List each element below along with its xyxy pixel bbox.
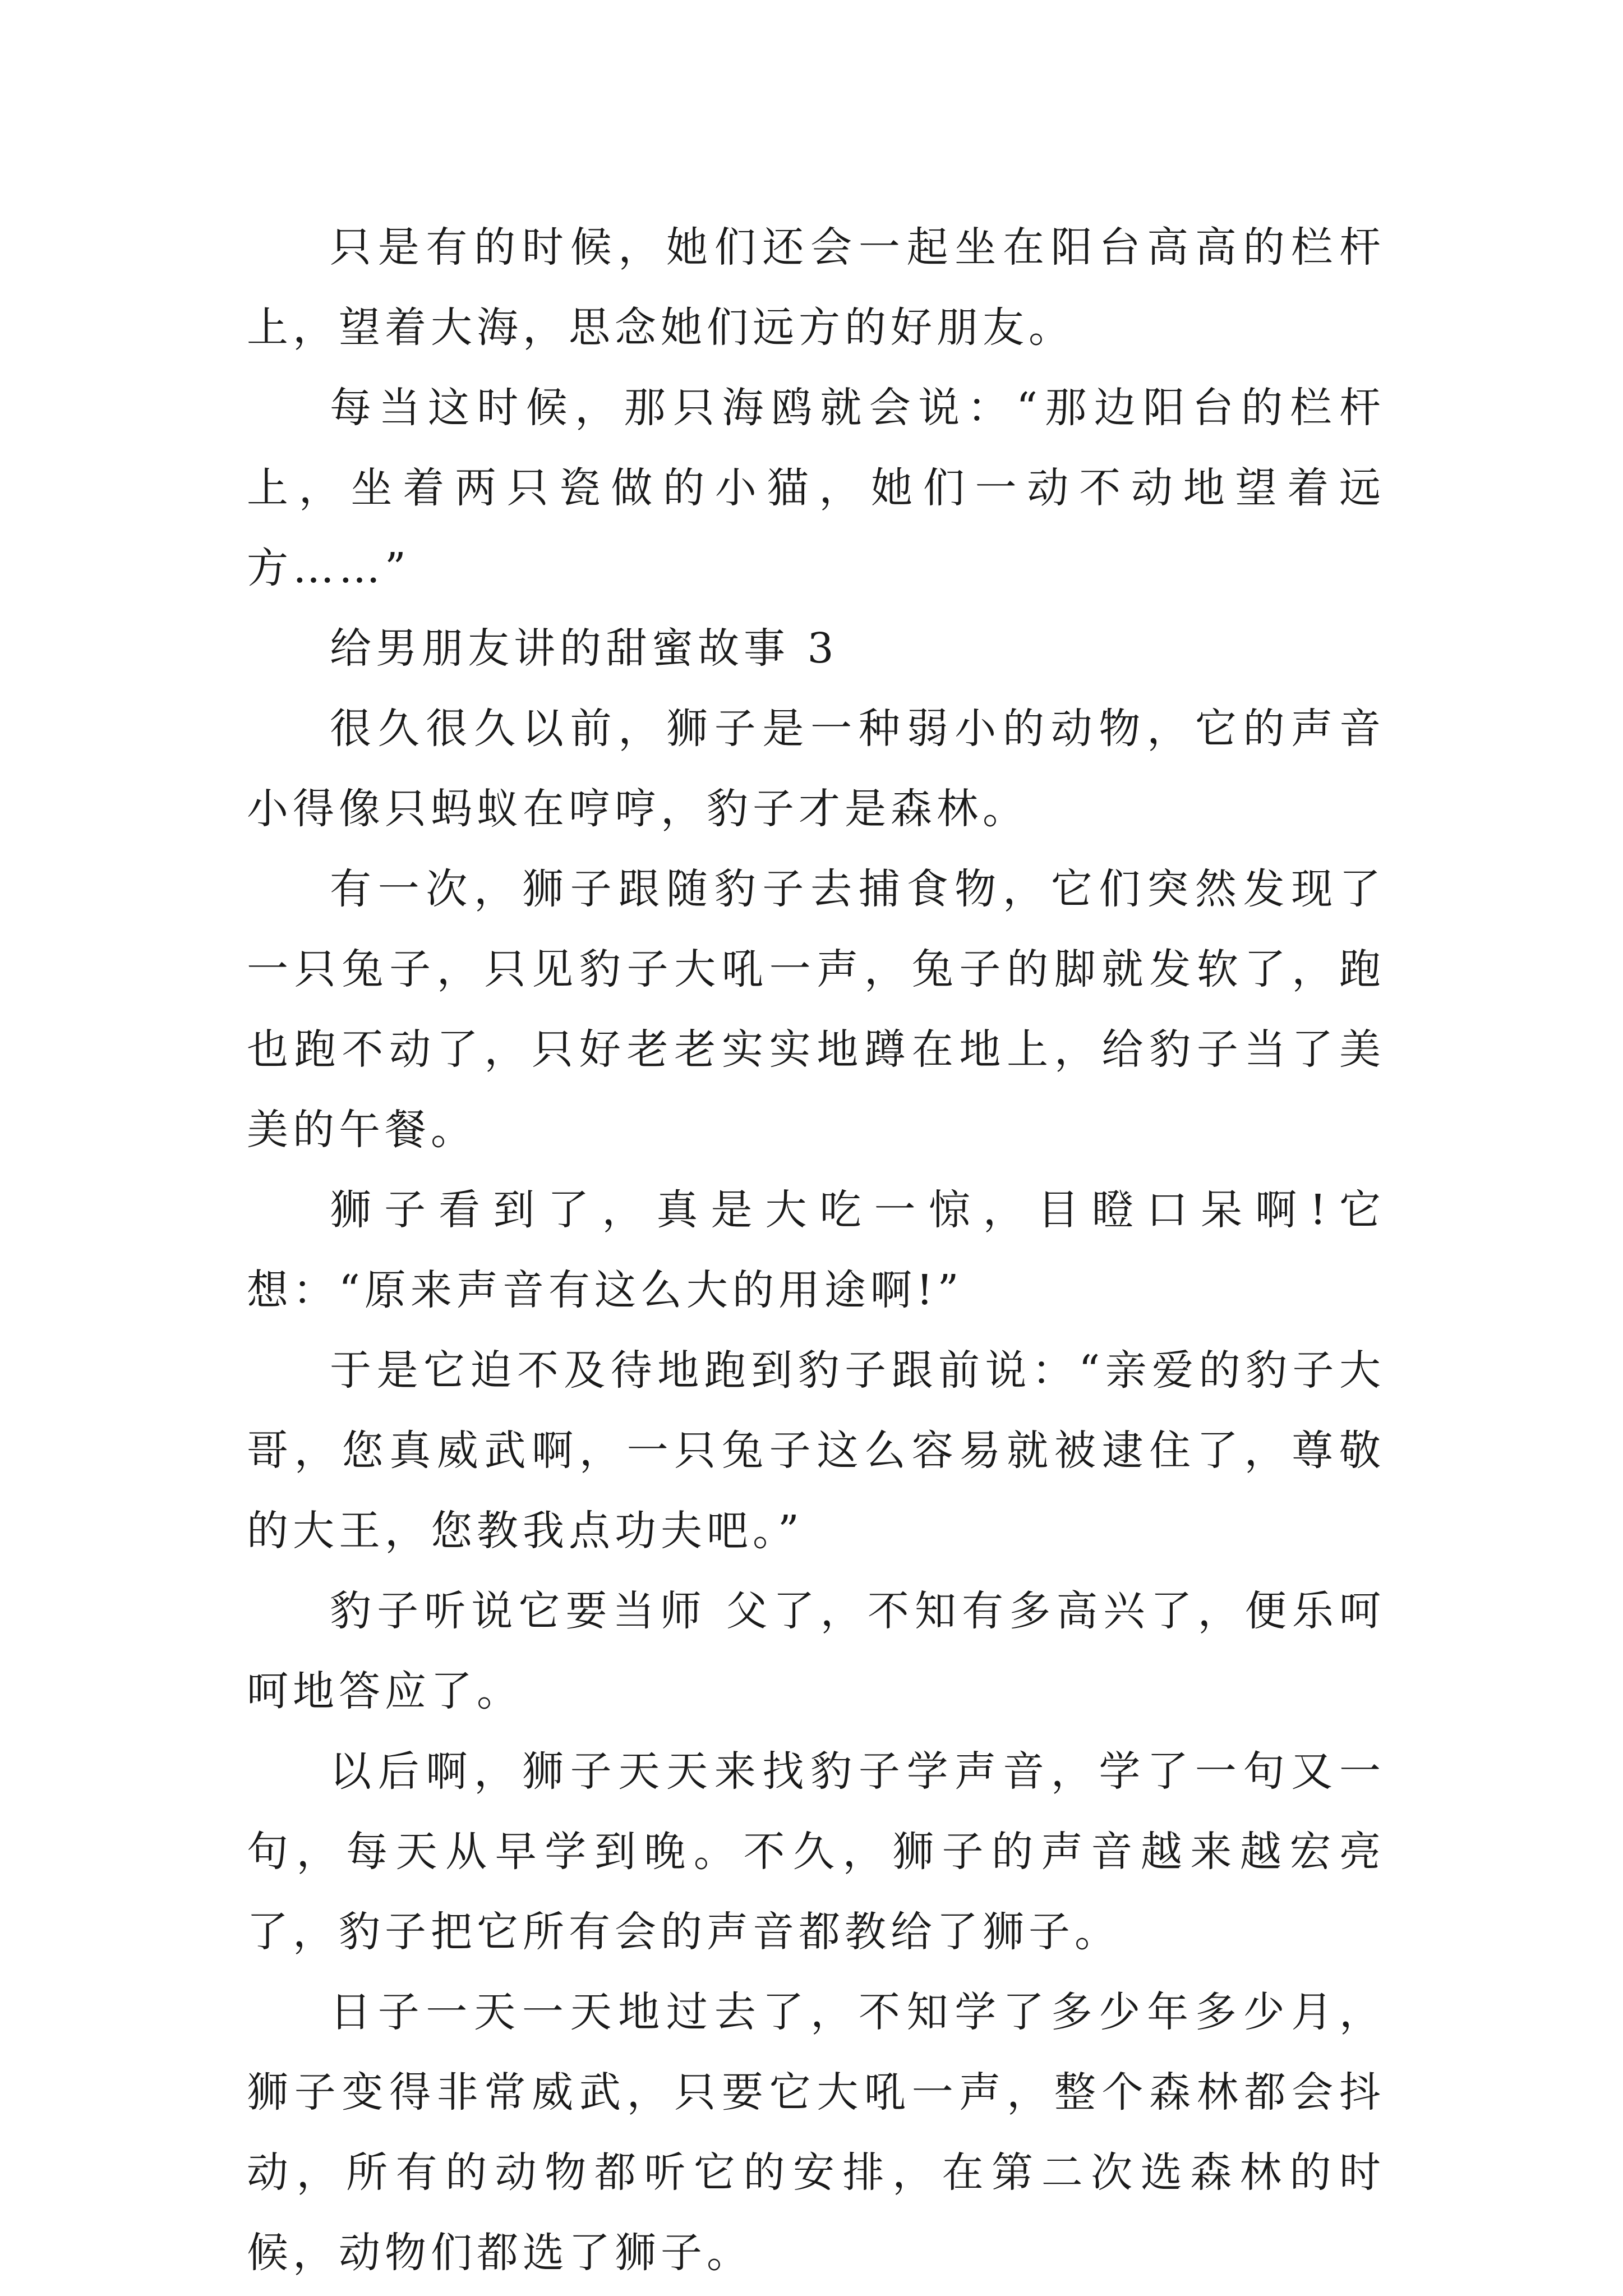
paragraph-6: 于是它迫不及待地跑到豹子跟前说：“亲爱的豹子大哥，您真威武啊，一只兔子这么容易就被逮住了，尊敬的大王，您教我点功夫吧。” bbox=[247, 1346, 1385, 1555]
paragraph-1: 只是有的时候，她们还会一起坐在阳台高高的栏杆上，望着大海，思念她们远方的好朋友。 bbox=[247, 223, 1385, 352]
document-body bbox=[247, 208, 1385, 2293]
paragraph-8: 以后啊，狮子天天来找豹子学声音，学了一句又一句，每天从早学到晚。不久，狮子的声音越来越宏亮了，豹子把它所有会的声音都教给了狮子。 bbox=[247, 1747, 1385, 1956]
paragraph-5: 狮子看到了，真是大吃一惊，目瞪口呆啊!它想：“原来声音有这么大的用途啊!” bbox=[247, 1186, 1385, 1314]
paragraph-4: 有一次，狮子跟随豹子去捕食物，它们突然发现了一只兔子，只见豹子大吼一声，兔子的脚就发软了，跑也跑不动了，只好老老实实地蹲在地上，给豹子当了美美的午餐。 bbox=[247, 865, 1385, 1154]
paragraph-7: 豹子听说它要当师 父了，不知有多高兴了，便乐呵呵地答应了。 bbox=[247, 1587, 1385, 1715]
paragraph-9: 日子一天一天地过去了，不知学了多少年多少月，狮子变得非常威武，只要它大吼一声，整个森林都会抖动，所有的动物都听它的安排，在第二次选森林的时候，动物们都选了狮子。 bbox=[247, 1988, 1385, 2277]
section-heading: 给男朋友讲的甜蜜故事 3 bbox=[330, 624, 838, 673]
paragraph-2: 每当这时候，那只海鸥就会说：“那边阳台的栏杆上，坐着两只瓷做的小猫，她们一动不动地望着远方……” bbox=[247, 384, 1385, 592]
paragraph-3: 很久很久以前，狮子是一种弱小的动物，它的声音小得像只蚂蚁在哼哼，豹子才是森林。 bbox=[247, 705, 1385, 833]
